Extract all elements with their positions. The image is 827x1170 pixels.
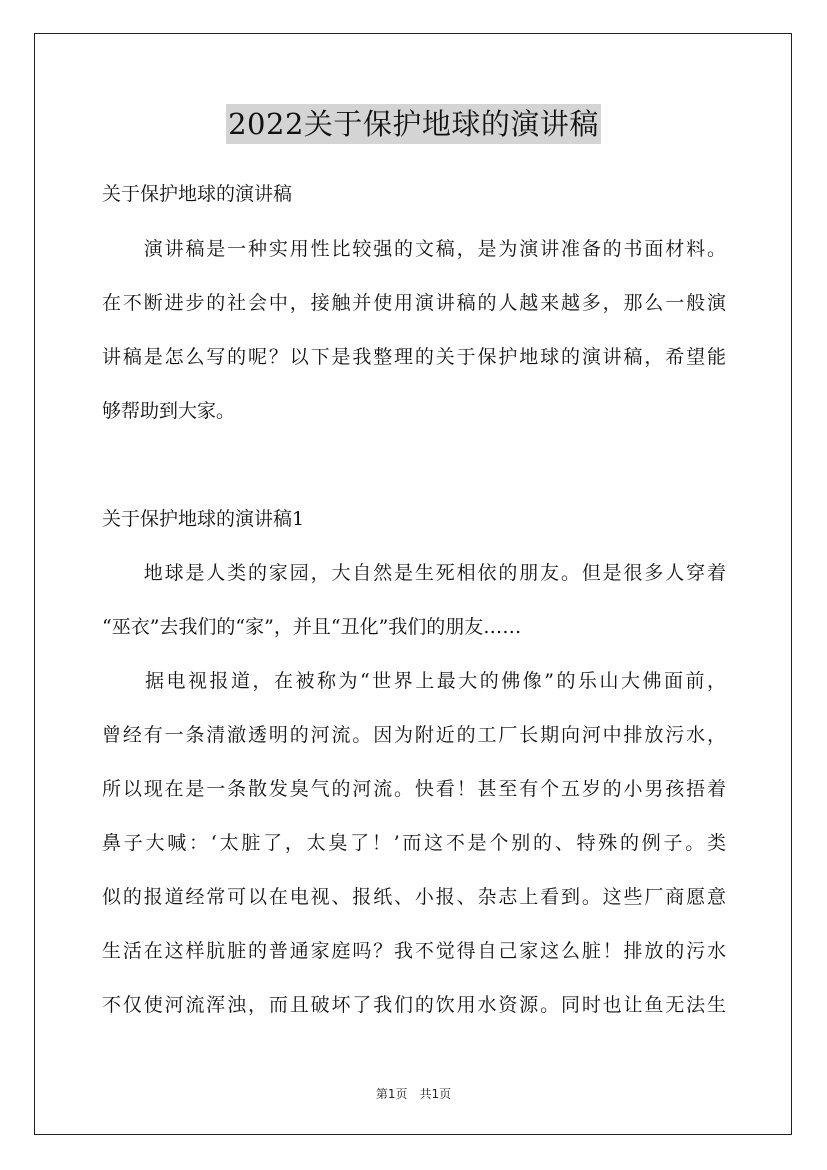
paragraph-line: 演讲稿是一种实用性比较强的文稿，是为演讲准备的书面材料。 xyxy=(102,238,726,260)
paragraph-line: 据电视报道，在被称为“世界上最大的佛像”的乐山大佛面前， xyxy=(102,670,726,692)
paragraph-line: 够帮助到大家。 xyxy=(102,400,236,422)
paragraph-line: 所以现在是一条散发臭气的河流。快看！甚至有个五岁的小男孩捂着 xyxy=(102,778,726,800)
page-footer: 第1页 共1页 xyxy=(375,1087,452,1101)
section-heading: 关于保护地球的演讲稿1 xyxy=(102,508,305,530)
section-heading: 关于保护地球的演讲稿 xyxy=(102,183,293,205)
paragraph-line: 曾经有一条清澈透明的河流。因为附近的工厂长期向河中排放污水， xyxy=(102,724,726,746)
paragraph-line: 在不断进步的社会中，接触并使用演讲稿的人越来越多，那么一般演 xyxy=(102,292,726,314)
paragraph-line: 不仅使河流浑浊，而且破坏了我们的饮用水资源。同时也让鱼无法生 xyxy=(102,994,726,1016)
paragraph-line: 生活在这样肮脏的普通家庭吗？我不觉得自己家这么脏！排放的污水 xyxy=(102,940,726,962)
document-title: 2022关于保护地球的演讲稿 xyxy=(226,104,601,144)
title-container xyxy=(0,104,827,144)
paragraph-line: 讲稿是怎么写的呢？以下是我整理的关于保护地球的演讲稿，希望能 xyxy=(102,346,726,368)
paragraph-line: 似的报道经常可以在电视、报纸、小报、杂志上看到。这些厂商愿意 xyxy=(102,886,726,908)
paragraph-line: “巫衣”去我们的“家”，并且“丑化”我们的朋友…… xyxy=(102,616,522,638)
paragraph-line: 鼻子大喊：‘太脏了，太臭了！’而这不是个别的、特殊的例子。类 xyxy=(102,832,726,854)
paragraph-line: 地球是人类的家园，大自然是生死相依的朋友。但是很多人穿着 xyxy=(102,562,726,584)
